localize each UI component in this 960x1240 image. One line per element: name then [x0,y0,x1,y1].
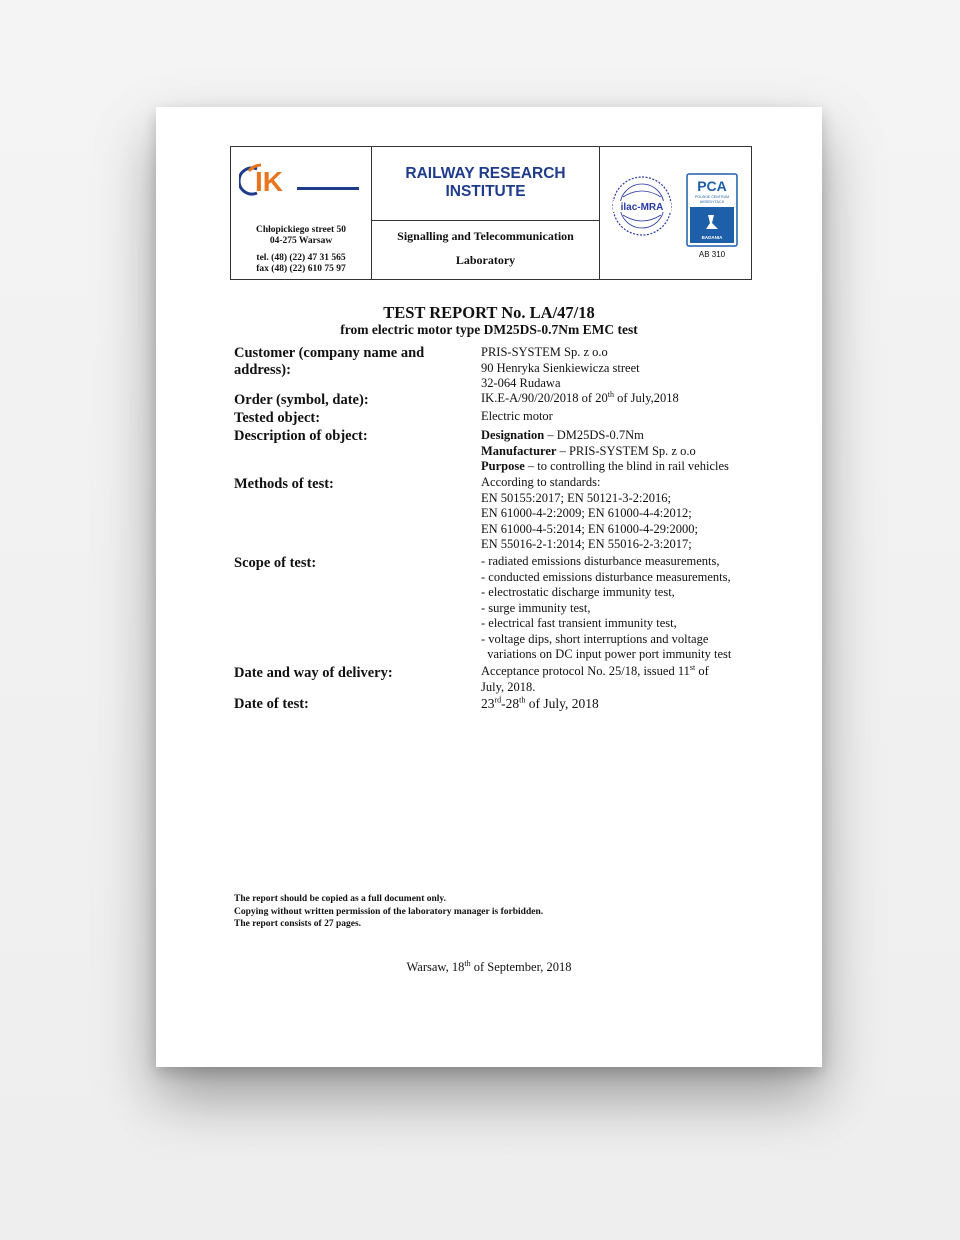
place-and-date: Warsaw, 18th of September, 2018 [406,958,572,974]
report-page [156,107,822,1067]
description-value: Designation – DM25DS-0.7Nm Manufacturer – PRIS-SYSTEM Sp. z o.o Purpose – to controlling the blind in rail vehicles [481,428,729,473]
description-label: Description of object: [234,428,368,444]
ik-logo-text: IK [255,166,283,197]
delivery-label: Date and way of delivery: [234,665,393,681]
pca-logo [686,173,738,247]
customer-label: Customer (company name and address): [234,345,425,378]
lab-name-line2: Laboratory [455,253,516,267]
methods-label: Methods of test: [234,476,334,492]
pca-text: PCA [697,178,727,194]
institute-name [372,165,599,201]
phone-number: tel. (48) (22) 47 31 565 [256,253,346,263]
delivery-value: Acceptance protocol No. 25/18, issued 11st of July, 2018. [481,662,709,694]
scope-value: - radiated emissions disturbance measurements, - conducted emissions disturbance measurements, - electrostatic discharge immunity test, - surge immunity test, - electrical fast transient immunity test, - voltage dips, short interruptions and voltage variations on DC input power port immunity test [481,554,732,661]
methods-value: According to standards: EN 50155:2017; EN 50121-3-2:2016; EN 61000-4-2:2009; EN 61000-4-4:2012; EN 61000-4-5:2014; EN 61000-4-29:2000; EN 55016-2-1:2014; EN 55016-2-3:2017; [481,475,698,551]
lab-name-line1: Signalling and Telecommunication [397,229,574,243]
tested-object-label: Tested object: [234,410,321,426]
order-value: IK.E-A/90/20/2018 of 20th of July,2018 [481,389,679,405]
order-label: Order (symbol, date): [234,392,369,408]
address-city: 04-275 Warsaw [269,236,333,246]
accreditation-number: AB 310 [698,250,726,259]
footer-notes: The report should be copied as a full document only. Copying without written permission of the laboratory manager is forbidden. The report consists of 27 pages. [234,894,544,929]
institute-name-line2: INSTITUTE [445,183,526,200]
ik-logo [239,161,367,201]
ilac-mra-logo [609,173,675,239]
date-of-test-label: Date of test: [234,696,309,712]
date-of-test-value: 23rd-28th of July, 2018 [481,695,599,711]
report-subtitle: from electric motor type DM25DS-0.7Nm EMC test [340,322,638,337]
institute-name-line1: RAILWAY RESEARCH [405,165,566,182]
ilac-mra-text: ilac-MRA [620,202,664,213]
report-header [230,146,752,280]
customer-value: PRIS-SYSTEM Sp. z o.o 90 Henryka Sienkiewicza street 32-064 Rudawa [481,345,640,390]
tested-object-value: Electric motor [481,409,553,423]
scope-label: Scope of test: [234,555,317,571]
pca-badge: BADANIA [701,235,723,240]
pca-small-2: AKREDYTACJI [699,200,725,204]
address-street: Chłopickiego street 50 [255,225,347,235]
fax-number: fax (48) (22) 610 75 97 [256,264,346,274]
report-title: TEST REPORT No. LA/47/18 [383,303,595,322]
pca-small-1: POLSKIE CENTRUM [694,195,730,199]
